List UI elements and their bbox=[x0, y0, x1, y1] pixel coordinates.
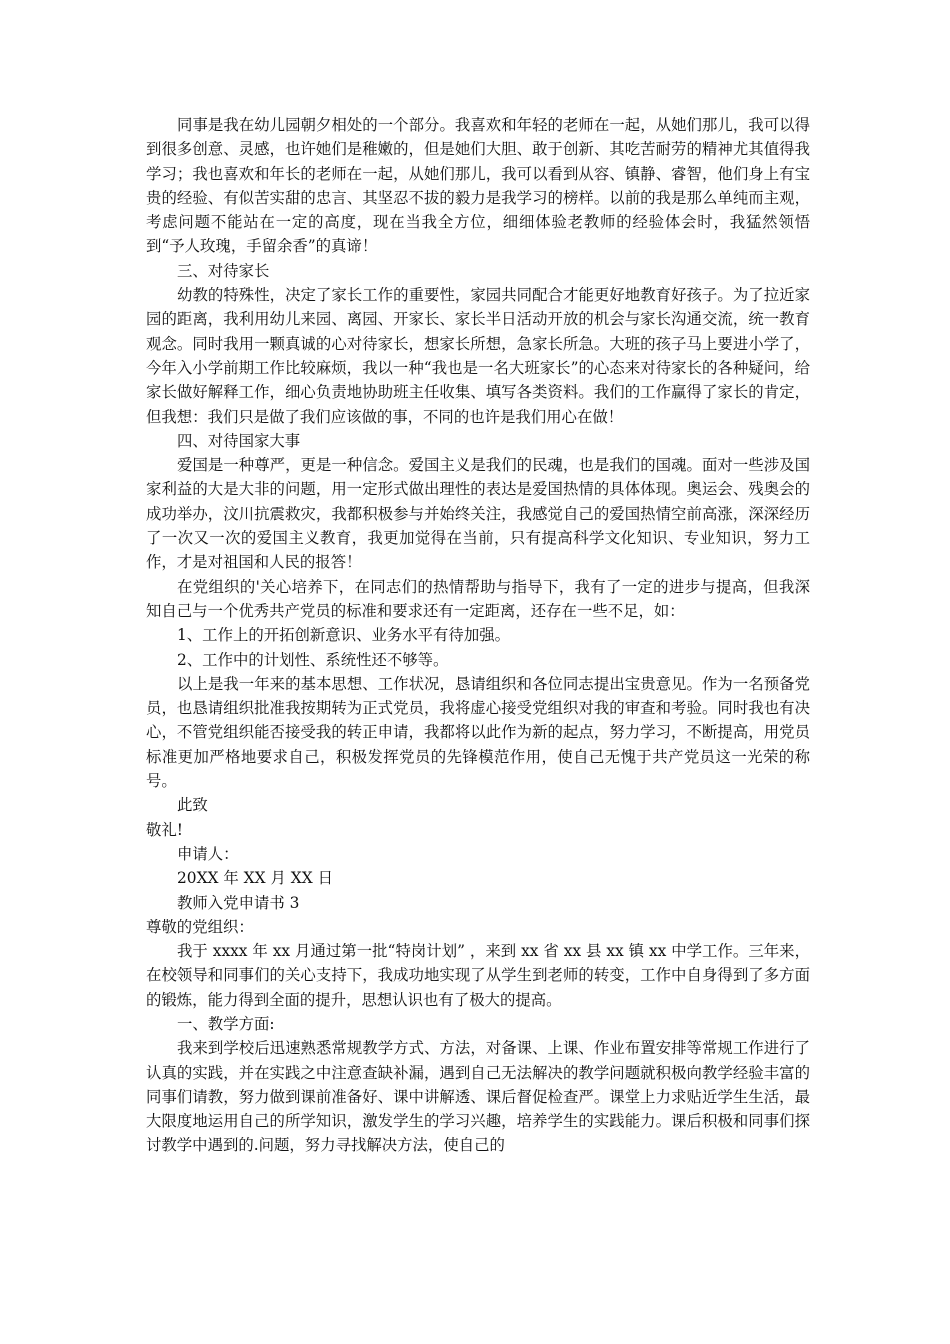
section-heading: 一、教学方面: bbox=[177, 1014, 275, 1033]
paragraph: 幼教的特殊性，决定了家长工作的重要性，家园共同配合才能更好地教育好孩子。为了拉近家园的距离，我利用幼儿来园、离园、开家长、家长半日活动开放的机会与家长沟通交流，统一教育观念。同时我用一颗真诚的心对待家长，想家长所想，急家长所急。大班的孩子马上要进小学了，今年入小学前期工作比较麻烦，我以一种“我也是一名大班家长”的心态来对待家长的各种疑问，给家长做好解释工作，细心负责地协助班主任收集、填写各类资料。我们的工作赢得了家长的肯定，但我想：我们只是做了我们应该做的事，不同的也许是我们用心在做！ bbox=[146, 286, 810, 426]
document-body bbox=[146, 113, 810, 1158]
list-item: 2、工作中的计划性、系统性还不够等。 bbox=[177, 650, 449, 669]
closing-line: 此致 bbox=[177, 796, 208, 815]
paragraph: 我于 xxxx 年 xx 月通过第一批“特岗计划” ，来到 xx 省 xx 县 xx 镇 xx 中学工作。三年来，在校领导和同事们的关心支持下，我成功地实现了从学生到老师的转变，工作中自身得到了多方面的锻炼，能力得到全面的提升，思想认识也有了极大的提高。 bbox=[146, 942, 810, 1009]
paragraph: 以上是我一年来的基本思想、工作状况，恳请组织和各位同志提出宝贵意见。作为一名预备党员，也恳请组织批准我按期转为正式党员，我将虚心接受党组织对我的审查和考验。同时我也有决心，不管党组织能否接受我的转正申请，我都将以此作为新的起点，努力学习，不断提高，用党员标准更加严格地要求自己，积极发挥党员的先锋模范作用，使自己无愧于共产党员这一光荣的称号。 bbox=[146, 674, 810, 791]
applicant-line: 申请人： bbox=[177, 844, 239, 863]
paragraph: 在党组织的'关心培养下，在同志们的热情帮助与指导下，我有了一定的进步与提高，但我深知自己与一个优秀共产党员的标准和要求还有一定距离，还存在一些不足，如： bbox=[146, 577, 810, 620]
paragraph: 我来到学校后迅速熟悉常规教学方式、方法，对备课、上课、作业布置安排等常规工作进行了认真的实践，并在实践之中注意查缺补漏，遇到自己无法解决的教学问题就积极向教学经验丰富的同事们请教，努力做到课前准备好、课中讲解透、课后督促检查严。课堂上力求贴近学生生活，最大限度地运用自己的所学知识，激发学生的学习兴趣，培养学生的实践能力。课后积极和同事们探讨教学中遇到的.问题，努力寻找解决方法，使自己的 bbox=[146, 1039, 810, 1155]
section-heading: 四、对待国家大事 bbox=[177, 431, 301, 450]
section-heading: 三、对待家长 bbox=[177, 261, 270, 280]
greeting-line: 尊敬的党组织： bbox=[146, 917, 254, 936]
salutation-line: 敬礼! bbox=[146, 820, 183, 839]
list-item: 1、工作上的开拓创新意识、业务水平有待加强。 bbox=[177, 626, 510, 645]
date-line: 20XX 年 XX 月 XX 日 bbox=[177, 869, 333, 888]
paragraph: 同事是我在幼儿园朝夕相处的一个部分。我喜欢和年轻的老师在一起，从她们那儿，我可以得到很多创意、灵感，也许她们是稚嫩的，但是她们大胆、敢于创新、其吃苦耐劳的精神尤其值得我学习；我也喜欢和年长的老师在一起，从她们那儿，我可以看到从容、镇静、睿智，他们身上有宝贵的经验、有似苦实甜的忠言、其坚忍不拔的毅力是我学习的榜样。以前的我是那么单纯而主观，考虑问题不能站在一定的高度，现在当我全方位，细细体验老教师的经验体会时，我猛然领悟到“予人玫瑰，手留余香”的真谛！ bbox=[146, 116, 810, 256]
paragraph: 爱国是一种尊严，更是一种信念。爱国主义是我们的民魂，也是我们的国魂。面对一些涉及国家利益的大是大非的问题，用一定形式做出理性的表达是爱国热情的具体体现。奥运会、残奥会的成功举办，汶川抗震救灾，我都积极参与并始终关注，我感觉自己的爱国热情空前高涨，深深经历了一次又一次的爱国主义教育，我更加觉得在当前，只有提高科学文化知识、专业知识，努力工作，才是对祖国和人民的报答！ bbox=[146, 456, 810, 572]
document-subtitle: 教师入党申请书 3 bbox=[177, 893, 300, 912]
